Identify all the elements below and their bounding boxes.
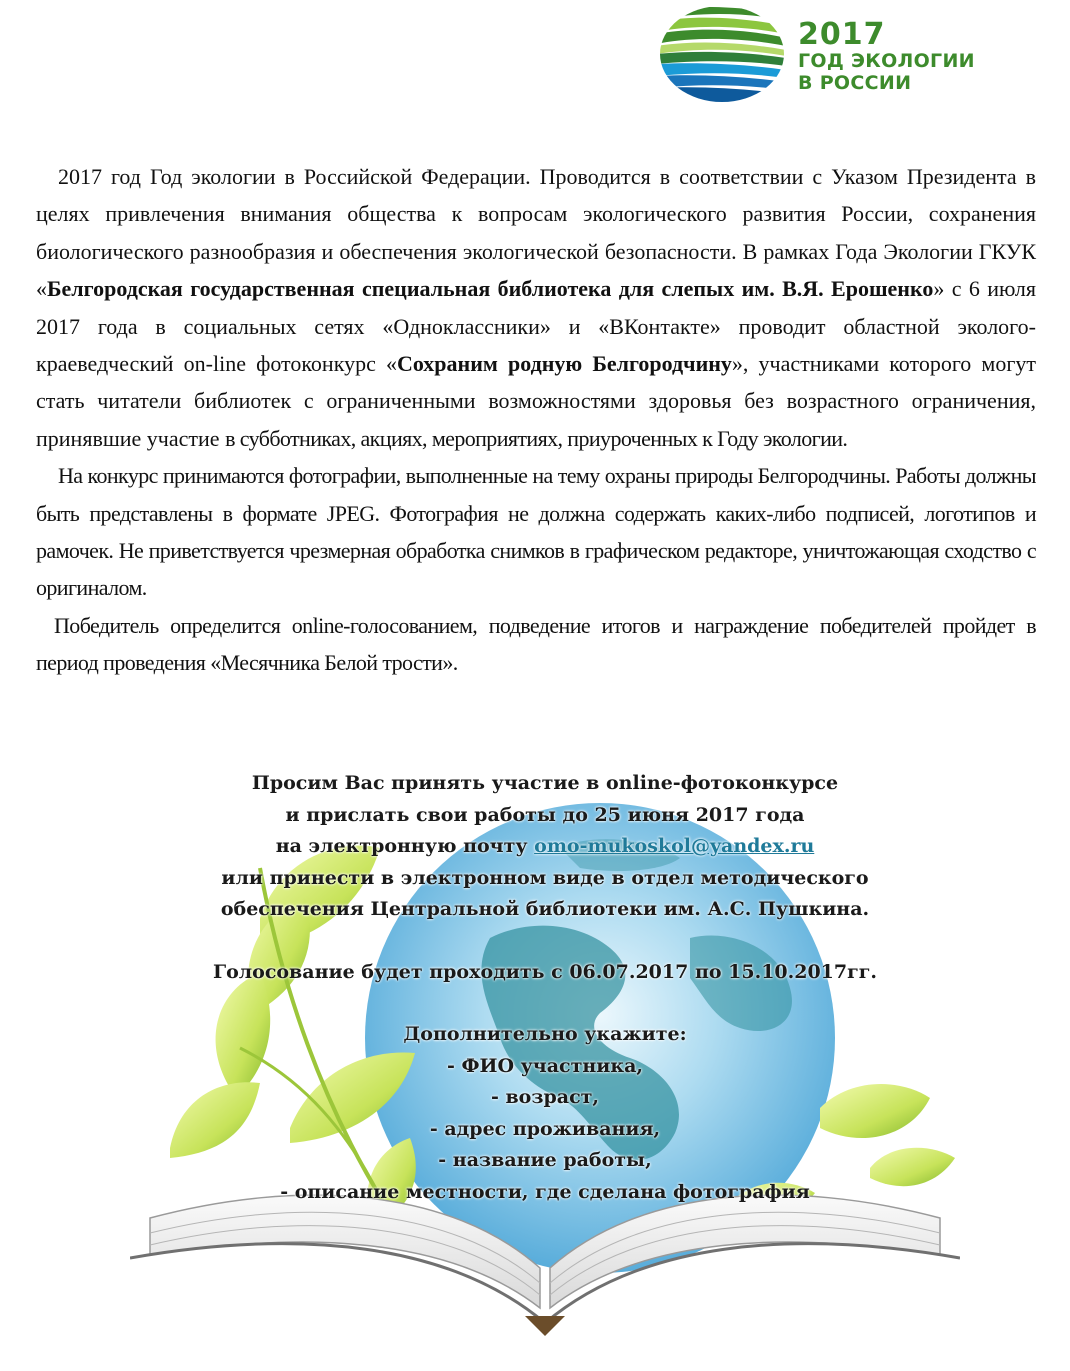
announce-line-5: обеспечения Центральной библиотеки им. А.С. Пушкина. (220, 898, 870, 920)
ecology-year-logo (652, 4, 982, 104)
contest-name: Сохраним родную Белгородчину (396, 351, 732, 377)
additional-info-heading: Дополнительно укажите: (403, 1023, 687, 1045)
voting-dates: Голосование будет проходить с 06.07.2017 по 15.10.2017гг. (212, 960, 878, 983)
list-item: - название работы, (438, 1149, 652, 1171)
announce-line-2: и прислать свои работы до 25 июня 2017 года (285, 803, 805, 826)
email-link[interactable]: omo-mukoskol@yandex.ru (534, 835, 815, 857)
logo-year: 2017 (798, 17, 886, 52)
announcement-text (130, 768, 960, 1208)
logo-line-1: ГОД ЭКОЛОГИИ (798, 50, 975, 72)
intro-text (36, 158, 1036, 682)
announce-line-1: Просим Вас принять участие в online-фотоконкурсе (251, 772, 839, 794)
list-item: - описание местности, где сделана фотография (280, 1180, 810, 1203)
intro-paragraph-3: Победитель определится online-голосованием, подведение итогов и награждение победителей пройдет в период проведения «Месячника Белой трости». (36, 612, 1036, 676)
intro-paragraph-2: На конкурс принимаются фотографии, выполненные на тему охраны природы Белгородчины. Работы должны быть представлены в формате JPEG. Фотография не должна содержать каких-либо подписей, логотипов и рамочек. Не приветствуется чрезмерная обработка снимков в графическом редакторе, уничтожающая сходство с оригиналом. (36, 463, 1036, 601)
list-item: - адрес проживания, (429, 1117, 661, 1140)
logo-line-2: В РОССИИ (798, 72, 912, 94)
announce-line-4: или принести в электронном виде в отдел методического (221, 866, 869, 889)
announce-line-3: на электронную почту omo-mukoskol@yandex.ru (275, 835, 815, 857)
list-item: - возраст, (490, 1086, 600, 1108)
list-item: - ФИО участника, (446, 1054, 643, 1077)
globe-stripes-icon (656, 4, 786, 104)
library-name: Белгородская государственная специальная библиотека для слепых им. В.Я. Ерошенко (47, 276, 934, 302)
intro-paragraph-1: 2017 год Год экологии в Российской Федерации. Проводится в соответствии с Указом Президента в целях привлечения внимания общества к вопросам экологического развития России, сохранения биологического разнообразия и обеспечения экологической безопасности. В рамках Года Экологии ГКУК «Белгородская государственная специальная библиотека для слепых им. В.Я. Ерошенко» с 6 июля 2017 года в социальных сетях «Одноклассники» и «ВКонтакте» проводит областной эколого-краеведческий on-line фотоконкурс «Сохраним родную Белгородчину», участниками которого могут стать читатели библиотек с ограниченными возможностями здоровья без возрастного ограничения, принявшие участие в субботниках, акциях, мероприятиях, приуроченных к Году экологии. (36, 164, 1037, 451)
